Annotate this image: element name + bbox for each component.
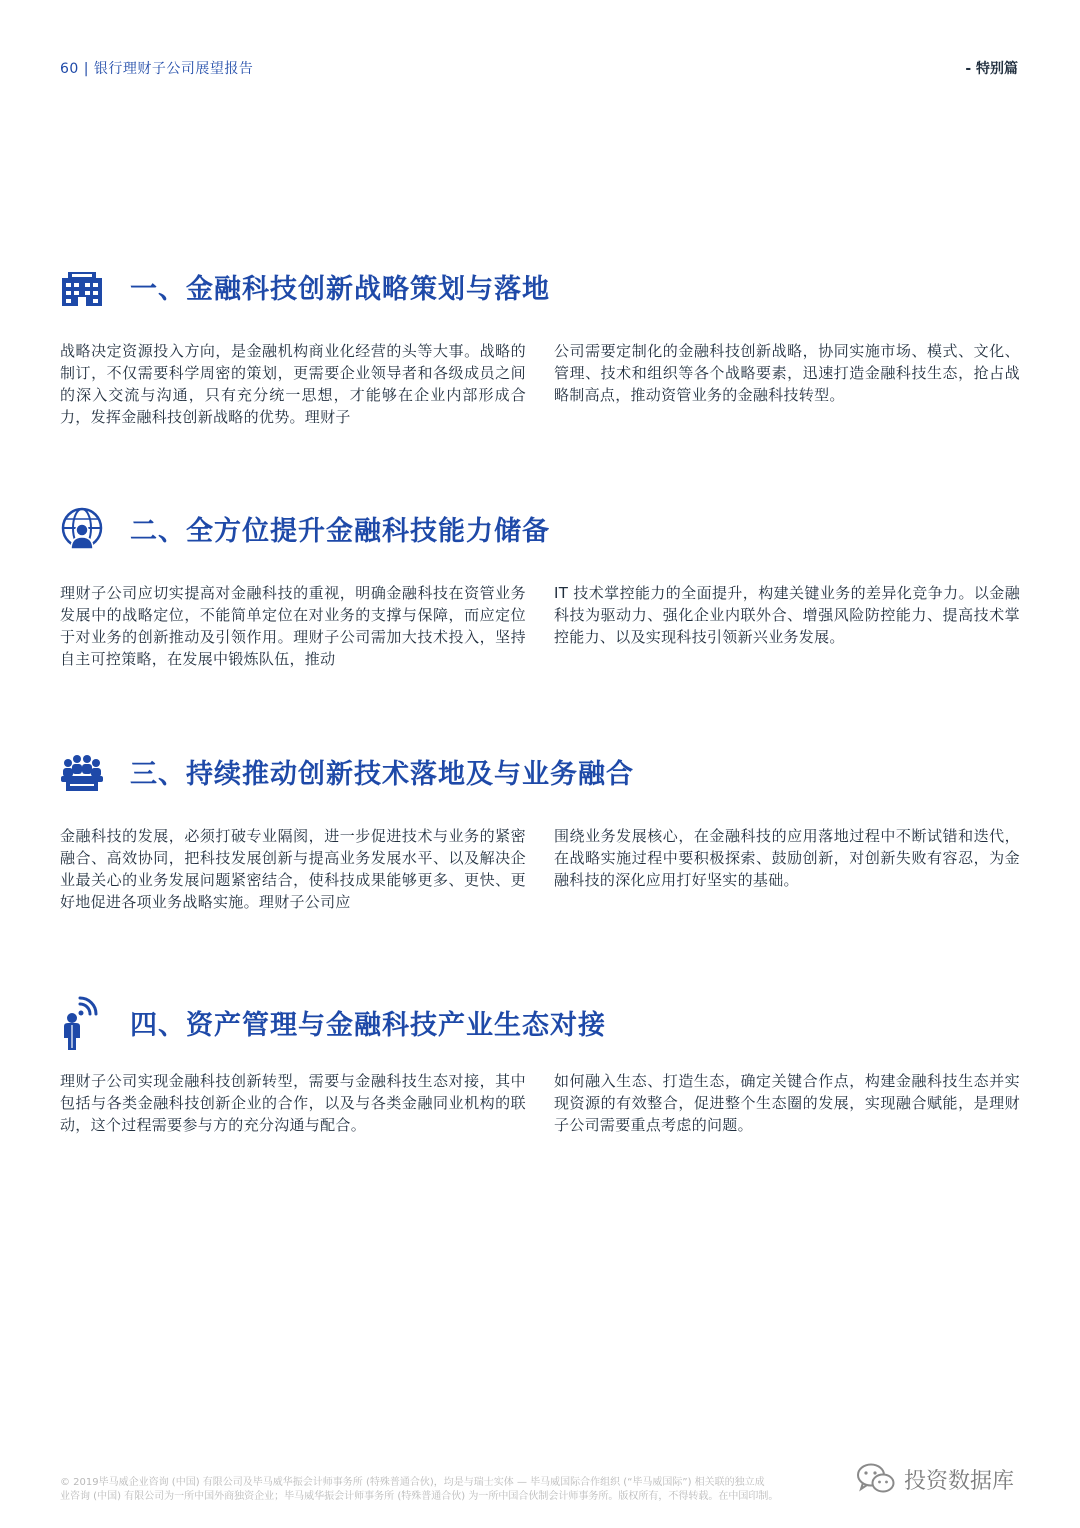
- section-body: [60, 825, 1020, 913]
- paragraph-left: 战略决定资源投入方向，是金融机构商业化经营的头等大事。战略的制订，不仅需要科学周密的策划，更需要企业领导者和各级成员之间的深入交流与沟通，只有充分统一思想，才能够在企业内部形成合力，发挥金融科技创新战略的优势。理财子: [60, 342, 526, 426]
- footer-line-1: © 2019毕马威企业咨询 (中国) 有限公司及毕马威华振会计师事务所 (特殊普通合伙)，均是与瑞士实体 — 毕马威国际合作组织 (“毕马威国际”) 相关联的独立成: [60, 1477, 765, 1488]
- section-body: [60, 1070, 1020, 1136]
- paragraph-left: 金融科技的发展，必须打破专业隔阂，进一步促进技术与业务的紧密融合、高效协同，把科技发展创新与提高业务发展水平、以及解决企业最关心的业务发展问题紧密结合，使科技成果能够更多、更快、更好地促进各项业务战略实施。理财子公司应: [60, 827, 526, 911]
- paragraph-right: 如何融入生态、打造生态，确定关键合作点，构建金融科技生态并实现资源的有效整合，促进整个生态圈的发展，实现融合赋能，是理财子公司需要重点考虑的问题。: [554, 1072, 1020, 1134]
- section-title: 四、资产管理与金融科技产业生态对接: [130, 1009, 606, 1041]
- section-body: [60, 340, 1020, 428]
- section-heading: [60, 500, 1020, 556]
- globe-person-icon: [60, 506, 104, 550]
- copyright-footer: [60, 1476, 930, 1504]
- section-body: [60, 582, 1020, 670]
- paragraph-left: 理财子公司实现金融科技创新转型，需要与金融科技生态对接，其中包括与各类金融科技创新企业的合作，以及与各类金融同业机构的联动，这个过程需要参与方的充分沟通与配合。: [60, 1072, 526, 1134]
- section-capability: [60, 500, 1020, 670]
- watermark-text: 投资数据库: [904, 1468, 1015, 1494]
- paragraph-right: 公司需要定制化的金融科技创新战略，协同实施市场、模式、文化、管理、技术和组织等各个战略要素，迅速打造金融科技生态，抢占战略制高点，推动资管业务的金融科技转型。: [554, 342, 1020, 404]
- paragraph-right: 围绕业务发展核心，在金融科技的应用落地过程中不断试错和迭代，在战略实施过程中要积极探索、鼓励创新，对创新失败有容忍，为金融科技的深化应用打好坚实的基础。: [554, 827, 1020, 889]
- footer-line-2: 业咨询 (中国) 有限公司为一所中国外商独资企业；毕马威华振会计师事务所 (特殊普通合伙) 为一所中国合伙制会计师事务所。版权所有，不得转载。在中国印制。: [60, 1491, 779, 1502]
- paragraph-left: 理财子公司应切实提高对金融科技的重视，明确金融科技在资管业务发展中的战略定位，不能简单定位在对业务的支撑与保障，而应定位于对业务的创新推动及引领作用。理财子公司需加大技术投入，坚持自主可控策略，在发展中锻炼队伍，推动: [60, 584, 526, 668]
- section-strategy: [60, 258, 1020, 428]
- section-title: 一、金融科技创新战略策划与落地: [130, 273, 550, 305]
- section-ecosystem: [60, 986, 1020, 1136]
- running-header-title: 60 | 银行理财子公司展望报告: [60, 61, 254, 77]
- section-title: 二、全方位提升金融科技能力储备: [130, 515, 550, 547]
- section-heading: [60, 986, 1020, 1058]
- section-heading: [60, 743, 1020, 799]
- section-implementation: [60, 743, 1020, 913]
- office-building-icon: [60, 264, 104, 308]
- wechat-icon: [856, 1462, 896, 1496]
- meeting-team-icon: [60, 749, 104, 793]
- person-signal-icon: [60, 992, 104, 1052]
- section-heading: [60, 258, 1020, 314]
- section-title: 三、持续推动创新技术落地及与业务融合: [130, 758, 634, 790]
- paragraph-right: IT 技术掌控能力的全面提升，构建关键业务的差异化竞争力。以金融科技为驱动力、强化企业内联外合、增强风险防控能力、提高技术掌控能力、以及实现科技引领新兴业务发展。: [554, 584, 1020, 646]
- watermark: [856, 1462, 1014, 1496]
- running-header-section: - 特别篇: [965, 61, 1018, 77]
